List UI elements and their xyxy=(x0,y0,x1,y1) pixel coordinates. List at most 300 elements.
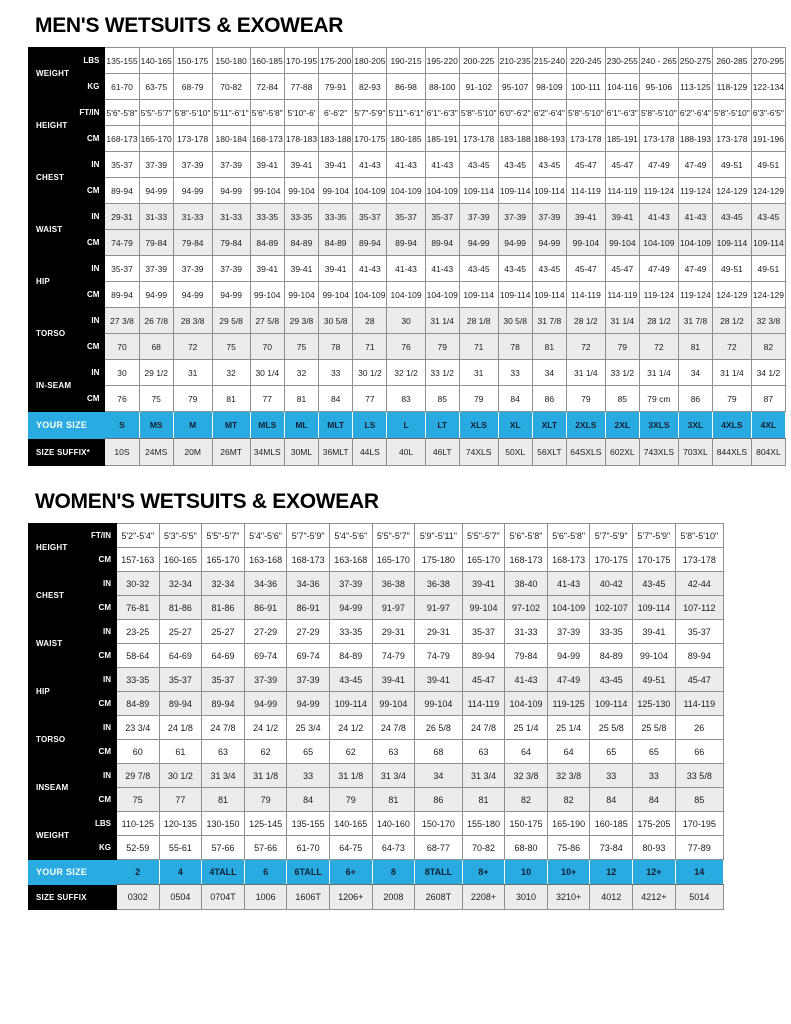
measurement-cell: 195-220 xyxy=(425,48,459,74)
measurement-cell: 31 3/4 xyxy=(462,764,505,788)
measurement-cell: 72 xyxy=(713,334,752,360)
measurement-cell: 43-45 xyxy=(713,204,752,230)
measurement-cell: 109-114 xyxy=(459,178,498,204)
size-suffix-cell: 30ML xyxy=(284,439,318,466)
measurement-cell: 30 1/2 xyxy=(159,764,202,788)
measurement-cell: 5'6"-5'8" xyxy=(547,524,590,548)
measurement-cell: 33 xyxy=(287,764,330,788)
measurement-cell: 35-37 xyxy=(202,668,245,692)
measurement-cell: 45-47 xyxy=(605,256,639,282)
unit-label: IN xyxy=(81,620,117,644)
size-value-cell: 6TALL xyxy=(287,860,330,885)
measurement-cell: 29 3/8 xyxy=(284,308,318,334)
size-value-cell: XLT xyxy=(532,412,566,439)
measurement-cell: 104-109 xyxy=(353,178,387,204)
size-suffix-cell: 0302 xyxy=(117,885,160,910)
measurement-cell: 84 xyxy=(498,386,532,412)
measurement-cell: 31-33 xyxy=(139,204,173,230)
unit-label: IN xyxy=(74,308,104,334)
measurement-cell: 32 xyxy=(212,360,250,386)
measurement-cell: 5'7"-5'9" xyxy=(590,524,633,548)
measurement-cell: 6'1"-6'3" xyxy=(425,100,459,126)
measurement-cell: 180-185 xyxy=(387,126,425,152)
size-suffix-cell: 2608T xyxy=(415,885,463,910)
measurement-cell: 168-173 xyxy=(547,548,590,572)
measurement-cell: 89-94 xyxy=(105,282,139,308)
measurement-cell: 5'8"-5'10" xyxy=(173,100,212,126)
measurement-cell: 29-31 xyxy=(105,204,139,230)
measurement-cell: 5'8"-5'10" xyxy=(566,100,605,126)
size-suffix-cell: 24MS xyxy=(139,439,173,466)
measurement-cell: 63 xyxy=(462,740,505,764)
measurement-cell: 99-104 xyxy=(462,596,505,620)
unit-label: KG xyxy=(74,74,104,100)
measurement-cell: 31 xyxy=(173,360,212,386)
measurement-cell: 5'7"-5'9" xyxy=(633,524,676,548)
unit-label: CM xyxy=(74,230,104,256)
size-suffix-cell: 703XL xyxy=(678,439,712,466)
measurement-cell: 39-41 xyxy=(319,152,353,178)
size-suffix-cell: 2208+ xyxy=(462,885,505,910)
measurement-cell: 31 1/8 xyxy=(329,764,372,788)
measurement-cell: 41-43 xyxy=(505,668,548,692)
measurement-row xyxy=(29,692,724,716)
measurement-cell: 94-99 xyxy=(212,178,250,204)
measurement-cell: 28 1/8 xyxy=(459,308,498,334)
size-value-cell: 2XLS xyxy=(566,412,605,439)
size-suffix-label: SIZE SUFFIX* xyxy=(29,439,105,466)
measurement-cell: 79 xyxy=(459,386,498,412)
measurement-cell: 79-84 xyxy=(212,230,250,256)
measurement-cell: 165-170 xyxy=(372,548,415,572)
size-suffix-cell: 743XLS xyxy=(639,439,678,466)
measurement-cell: 64 xyxy=(505,740,548,764)
measurement-cell: 72-84 xyxy=(250,74,284,100)
size-suffix-cell: 3010 xyxy=(505,885,548,910)
measurement-cell: 43-45 xyxy=(498,256,532,282)
measurement-cell: 68 xyxy=(415,740,463,764)
measurement-cell: 41-43 xyxy=(639,204,678,230)
measurement-cell: 270-295 xyxy=(751,48,785,74)
measurement-cell: 42-44 xyxy=(675,572,723,596)
measurement-cell: 114-119 xyxy=(605,282,639,308)
measurement-cell: 188-193 xyxy=(532,126,566,152)
measurement-cell: 41-43 xyxy=(387,152,425,178)
unit-label: CM xyxy=(74,334,104,360)
measurement-cell: 160-185 xyxy=(590,812,633,836)
measurement-cell: 24 7/8 xyxy=(202,716,245,740)
measurement-cell: 109-114 xyxy=(713,230,752,256)
measurement-cell: 150-175 xyxy=(173,48,212,74)
measurement-cell: 104-109 xyxy=(353,282,387,308)
measurement-cell: 104-109 xyxy=(425,282,459,308)
measurement-cell: 173-178 xyxy=(173,126,212,152)
measurement-cell: 140-165 xyxy=(329,812,372,836)
measurement-cell: 124-129 xyxy=(713,178,752,204)
measurement-cell: 125-130 xyxy=(633,692,676,716)
measurement-cell: 6'-6'2" xyxy=(319,100,353,126)
measurement-cell: 5'7"-5'9" xyxy=(287,524,330,548)
measurement-row xyxy=(29,178,786,204)
measurement-cell: 75 xyxy=(139,386,173,412)
measurement-cell: 39-41 xyxy=(415,668,463,692)
size-value-cell: XLS xyxy=(459,412,498,439)
measurement-cell: 114-119 xyxy=(566,178,605,204)
measurement-cell: 170-195 xyxy=(284,48,318,74)
size-suffix-cell: 3210+ xyxy=(547,885,590,910)
measurement-cell: 94-99 xyxy=(173,178,212,204)
size-suffix-cell: 46LT xyxy=(425,439,459,466)
measurement-cell: 86 xyxy=(532,386,566,412)
measurement-cell: 45-47 xyxy=(462,668,505,692)
measurement-cell: 37-39 xyxy=(244,668,287,692)
measurement-cell: 210-235 xyxy=(498,48,532,74)
measurement-cell: 35-37 xyxy=(675,620,723,644)
group-label: HEIGHT xyxy=(29,524,81,572)
unit-label: IN xyxy=(74,360,104,386)
measurement-cell: 86 xyxy=(678,386,712,412)
unit-label: IN xyxy=(81,668,117,692)
measurement-cell: 82 xyxy=(547,788,590,812)
measurement-cell: 23-25 xyxy=(117,620,160,644)
measurement-cell: 94-99 xyxy=(244,692,287,716)
size-value-cell: 6 xyxy=(244,860,287,885)
measurement-cell: 119-124 xyxy=(639,282,678,308)
measurement-cell: 89-94 xyxy=(387,230,425,256)
measurement-cell: 79-84 xyxy=(173,230,212,256)
measurement-cell: 5'6"-5'8" xyxy=(505,524,548,548)
measurement-cell: 91-97 xyxy=(372,596,415,620)
measurement-cell: 99-104 xyxy=(372,692,415,716)
measurement-cell: 30 xyxy=(105,360,139,386)
unit-label: CM xyxy=(74,282,104,308)
your-size-row xyxy=(29,412,786,439)
measurement-cell: 40-42 xyxy=(590,572,633,596)
size-suffix-cell: 1606T xyxy=(287,885,330,910)
measurement-cell: 82-93 xyxy=(353,74,387,100)
size-value-cell: MLS xyxy=(250,412,284,439)
measurement-cell: 114-119 xyxy=(605,178,639,204)
measurement-cell: 26 xyxy=(675,716,723,740)
size-value-cell: 6+ xyxy=(329,860,372,885)
measurement-cell: 104-109 xyxy=(547,596,590,620)
measurement-cell: 175-180 xyxy=(415,548,463,572)
size-suffix-cell: 2008 xyxy=(372,885,415,910)
measurement-cell: 140-160 xyxy=(372,812,415,836)
measurement-cell: 76-81 xyxy=(117,596,160,620)
measurement-cell: 5'5"-5'7" xyxy=(372,524,415,548)
measurement-cell: 97-102 xyxy=(505,596,548,620)
measurement-cell: 64-69 xyxy=(159,644,202,668)
unit-label: IN xyxy=(81,572,117,596)
size-suffix-row xyxy=(29,885,724,910)
measurement-cell: 185-191 xyxy=(425,126,459,152)
measurement-cell: 35-37 xyxy=(425,204,459,230)
measurement-cell: 83 xyxy=(387,386,425,412)
measurement-cell: 45-47 xyxy=(605,152,639,178)
measurement-cell: 109-114 xyxy=(498,282,532,308)
measurement-cell: 165-170 xyxy=(462,548,505,572)
measurement-cell: 75 xyxy=(284,334,318,360)
measurement-cell: 102-107 xyxy=(590,596,633,620)
unit-label: LBS xyxy=(74,48,104,74)
measurement-cell: 124-129 xyxy=(713,282,752,308)
measurement-cell: 33-35 xyxy=(284,204,318,230)
measurement-cell: 5'4"-5'6" xyxy=(329,524,372,548)
measurement-cell: 94-99 xyxy=(139,282,173,308)
measurement-cell: 32 1/2 xyxy=(387,360,425,386)
measurement-cell: 110-125 xyxy=(117,812,160,836)
measurement-cell: 173-178 xyxy=(566,126,605,152)
measurement-cell: 5'6"-5'8" xyxy=(250,100,284,126)
measurement-cell: 99-104 xyxy=(319,282,353,308)
measurement-cell: 190-215 xyxy=(387,48,425,74)
size-suffix-cell: 844XLS xyxy=(713,439,752,466)
measurement-cell: 76 xyxy=(105,386,139,412)
measurement-cell: 81 xyxy=(532,334,566,360)
measurement-cell: 35-37 xyxy=(462,620,505,644)
measurement-cell: 104-116 xyxy=(605,74,639,100)
unit-label: CM xyxy=(74,386,104,412)
measurement-cell: 37-39 xyxy=(212,152,250,178)
measurement-row xyxy=(29,360,786,386)
measurement-cell: 58-64 xyxy=(117,644,160,668)
measurement-cell: 36-38 xyxy=(415,572,463,596)
measurement-cell: 30-32 xyxy=(117,572,160,596)
measurement-cell: 6'3"-6'5" xyxy=(751,100,785,126)
measurement-cell: 84-89 xyxy=(250,230,284,256)
measurement-cell: 37-39 xyxy=(329,572,372,596)
measurement-cell: 99-104 xyxy=(250,178,284,204)
measurement-cell: 39-41 xyxy=(633,620,676,644)
measurement-cell: 49-51 xyxy=(713,256,752,282)
measurement-cell: 107-112 xyxy=(675,596,723,620)
measurement-cell: 66 xyxy=(675,740,723,764)
measurement-cell: 89-94 xyxy=(353,230,387,256)
measurement-row xyxy=(29,256,786,282)
measurement-cell: 30 1/2 xyxy=(353,360,387,386)
measurement-cell: 5'4"-5'6" xyxy=(244,524,287,548)
size-value-cell: 12 xyxy=(590,860,633,885)
measurement-cell: 57-66 xyxy=(244,836,287,860)
measurement-cell: 36-38 xyxy=(372,572,415,596)
measurement-cell: 99-104 xyxy=(319,178,353,204)
measurement-cell: 72 xyxy=(566,334,605,360)
measurement-cell: 30 5/8 xyxy=(319,308,353,334)
measurement-cell: 5'2"-5'4" xyxy=(117,524,160,548)
measurement-cell: 33-35 xyxy=(329,620,372,644)
group-label: HIP xyxy=(29,256,75,308)
measurement-cell: 114-119 xyxy=(462,692,505,716)
group-label: CHEST xyxy=(29,572,81,620)
measurement-cell: 183-188 xyxy=(319,126,353,152)
measurement-cell: 120-135 xyxy=(159,812,202,836)
measurement-cell: 91-102 xyxy=(459,74,498,100)
measurement-cell: 31 7/8 xyxy=(532,308,566,334)
measurement-cell: 86-91 xyxy=(287,596,330,620)
measurement-cell: 35-37 xyxy=(105,256,139,282)
measurement-cell: 74-79 xyxy=(415,644,463,668)
size-value-cell: 8TALL xyxy=(415,860,463,885)
measurement-cell: 39-41 xyxy=(372,668,415,692)
measurement-cell: 109-114 xyxy=(459,282,498,308)
measurement-cell: 150-170 xyxy=(415,812,463,836)
measurement-cell: 68-79 xyxy=(173,74,212,100)
measurement-cell: 37-39 xyxy=(139,152,173,178)
mens-section xyxy=(28,14,787,466)
size-suffix-cell: 50XL xyxy=(498,439,532,466)
measurement-cell: 81 xyxy=(212,386,250,412)
measurement-cell: 99-104 xyxy=(415,692,463,716)
measurement-cell: 29-31 xyxy=(372,620,415,644)
measurement-cell: 99-104 xyxy=(605,230,639,256)
mens-table-title: MEN'S WETSUITS & EXOWEAR xyxy=(35,14,344,37)
measurement-cell: 63 xyxy=(372,740,415,764)
measurement-cell: 109-114 xyxy=(590,692,633,716)
measurement-cell: 28 1/2 xyxy=(713,308,752,334)
measurement-cell: 23 3/4 xyxy=(117,716,160,740)
measurement-cell: 70-82 xyxy=(212,74,250,100)
unit-label: CM xyxy=(81,548,117,572)
measurement-row xyxy=(29,230,786,256)
measurement-cell: 28 3/8 xyxy=(173,308,212,334)
size-value-cell: 2XL xyxy=(605,412,639,439)
measurement-cell: 94-99 xyxy=(532,230,566,256)
measurement-cell: 33 xyxy=(498,360,532,386)
measurement-cell: 34 xyxy=(678,360,712,386)
measurement-row xyxy=(29,524,724,548)
measurement-cell: 52-59 xyxy=(117,836,160,860)
measurement-cell: 68 xyxy=(139,334,173,360)
measurement-cell: 33 5/8 xyxy=(675,764,723,788)
measurement-cell: 32-34 xyxy=(159,572,202,596)
measurement-cell: 37-39 xyxy=(212,256,250,282)
unit-label: CM xyxy=(74,178,104,204)
measurement-cell: 99-104 xyxy=(284,282,318,308)
measurement-cell: 74-79 xyxy=(372,644,415,668)
measurement-cell: 77-88 xyxy=(284,74,318,100)
size-suffix-cell: 0704T xyxy=(202,885,245,910)
measurement-cell: 89-94 xyxy=(202,692,245,716)
unit-label: IN xyxy=(74,152,104,178)
measurement-cell: 175-205 xyxy=(633,812,676,836)
measurement-cell: 74-79 xyxy=(105,230,139,256)
measurement-cell: 28 1/2 xyxy=(566,308,605,334)
size-suffix-cell: 1206+ xyxy=(329,885,372,910)
measurement-cell: 109-114 xyxy=(532,282,566,308)
measurement-cell: 37-39 xyxy=(459,204,498,230)
measurement-cell: 165-170 xyxy=(202,548,245,572)
measurement-cell: 32 3/8 xyxy=(751,308,785,334)
measurement-cell: 79 xyxy=(173,386,212,412)
measurement-row xyxy=(29,386,786,412)
measurement-cell: 135-155 xyxy=(287,812,330,836)
measurement-cell: 70 xyxy=(105,334,139,360)
size-suffix-cell: 34MLS xyxy=(250,439,284,466)
measurement-row xyxy=(29,48,786,74)
measurement-cell: 41-43 xyxy=(387,256,425,282)
measurement-cell: 163-168 xyxy=(329,548,372,572)
measurement-row xyxy=(29,334,786,360)
measurement-cell: 39-41 xyxy=(319,256,353,282)
measurement-row xyxy=(29,764,724,788)
measurement-cell: 104-109 xyxy=(678,230,712,256)
measurement-cell: 94-99 xyxy=(287,692,330,716)
group-label: HEIGHT xyxy=(29,100,75,152)
measurement-cell: 49-51 xyxy=(713,152,752,178)
measurement-cell: 170-175 xyxy=(353,126,387,152)
measurement-cell: 5'5"-5'7" xyxy=(139,100,173,126)
measurement-cell: 33-35 xyxy=(319,204,353,230)
size-suffix-cell: 64SXLS xyxy=(566,439,605,466)
measurement-cell: 31 1/4 xyxy=(713,360,752,386)
measurement-row xyxy=(29,644,724,668)
size-value-cell: LT xyxy=(425,412,459,439)
measurement-cell: 43-45 xyxy=(532,256,566,282)
measurement-cell: 6'1"-6'3" xyxy=(605,100,639,126)
unit-label: IN xyxy=(81,764,117,788)
measurement-cell: 79-84 xyxy=(505,644,548,668)
measurement-cell: 200-225 xyxy=(459,48,498,74)
measurement-cell: 81-86 xyxy=(159,596,202,620)
womens-section xyxy=(28,490,787,910)
measurement-cell: 89-94 xyxy=(675,644,723,668)
measurement-row xyxy=(29,152,786,178)
measurement-row xyxy=(29,308,786,334)
measurement-cell: 24 7/8 xyxy=(462,716,505,740)
measurement-cell: 47-49 xyxy=(639,152,678,178)
measurement-cell: 82 xyxy=(751,334,785,360)
measurement-cell: 5'11"-6'1" xyxy=(212,100,250,126)
unit-label: IN xyxy=(81,716,117,740)
measurement-cell: 77 xyxy=(159,788,202,812)
measurement-cell: 72 xyxy=(173,334,212,360)
measurement-cell: 75 xyxy=(212,334,250,360)
unit-label: FT/IN xyxy=(81,524,117,548)
size-value-cell: LS xyxy=(353,412,387,439)
measurement-cell: 119-124 xyxy=(678,178,712,204)
size-suffix-cell: 40L xyxy=(387,439,425,466)
your-size-row xyxy=(29,860,724,885)
measurement-cell: 33-35 xyxy=(250,204,284,230)
measurement-cell: 95-107 xyxy=(498,74,532,100)
measurement-cell: 71 xyxy=(459,334,498,360)
unit-label: CM xyxy=(81,788,117,812)
unit-label: CM xyxy=(81,740,117,764)
measurement-row xyxy=(29,668,724,692)
measurement-cell: 104-109 xyxy=(505,692,548,716)
measurement-cell: 5'8"-5'10" xyxy=(459,100,498,126)
measurement-cell: 43-45 xyxy=(751,204,785,230)
measurement-row xyxy=(29,572,724,596)
measurement-cell: 31 1/4 xyxy=(605,308,639,334)
size-value-cell: 4XLS xyxy=(713,412,752,439)
size-suffix-cell: 804XL xyxy=(751,439,785,466)
measurement-cell: 39-41 xyxy=(284,256,318,282)
measurement-cell: 5'10"-6' xyxy=(284,100,318,126)
measurement-cell: 104-109 xyxy=(425,178,459,204)
measurement-cell: 109-114 xyxy=(633,596,676,620)
measurement-cell: 37-39 xyxy=(547,620,590,644)
measurement-cell: 79 xyxy=(244,788,287,812)
measurement-cell: 70-82 xyxy=(462,836,505,860)
measurement-cell: 63-75 xyxy=(139,74,173,100)
measurement-cell: 27-29 xyxy=(287,620,330,644)
measurement-cell: 109-114 xyxy=(532,178,566,204)
measurement-cell: 170-195 xyxy=(675,812,723,836)
measurement-cell: 77 xyxy=(250,386,284,412)
measurement-cell: 173-178 xyxy=(713,126,752,152)
